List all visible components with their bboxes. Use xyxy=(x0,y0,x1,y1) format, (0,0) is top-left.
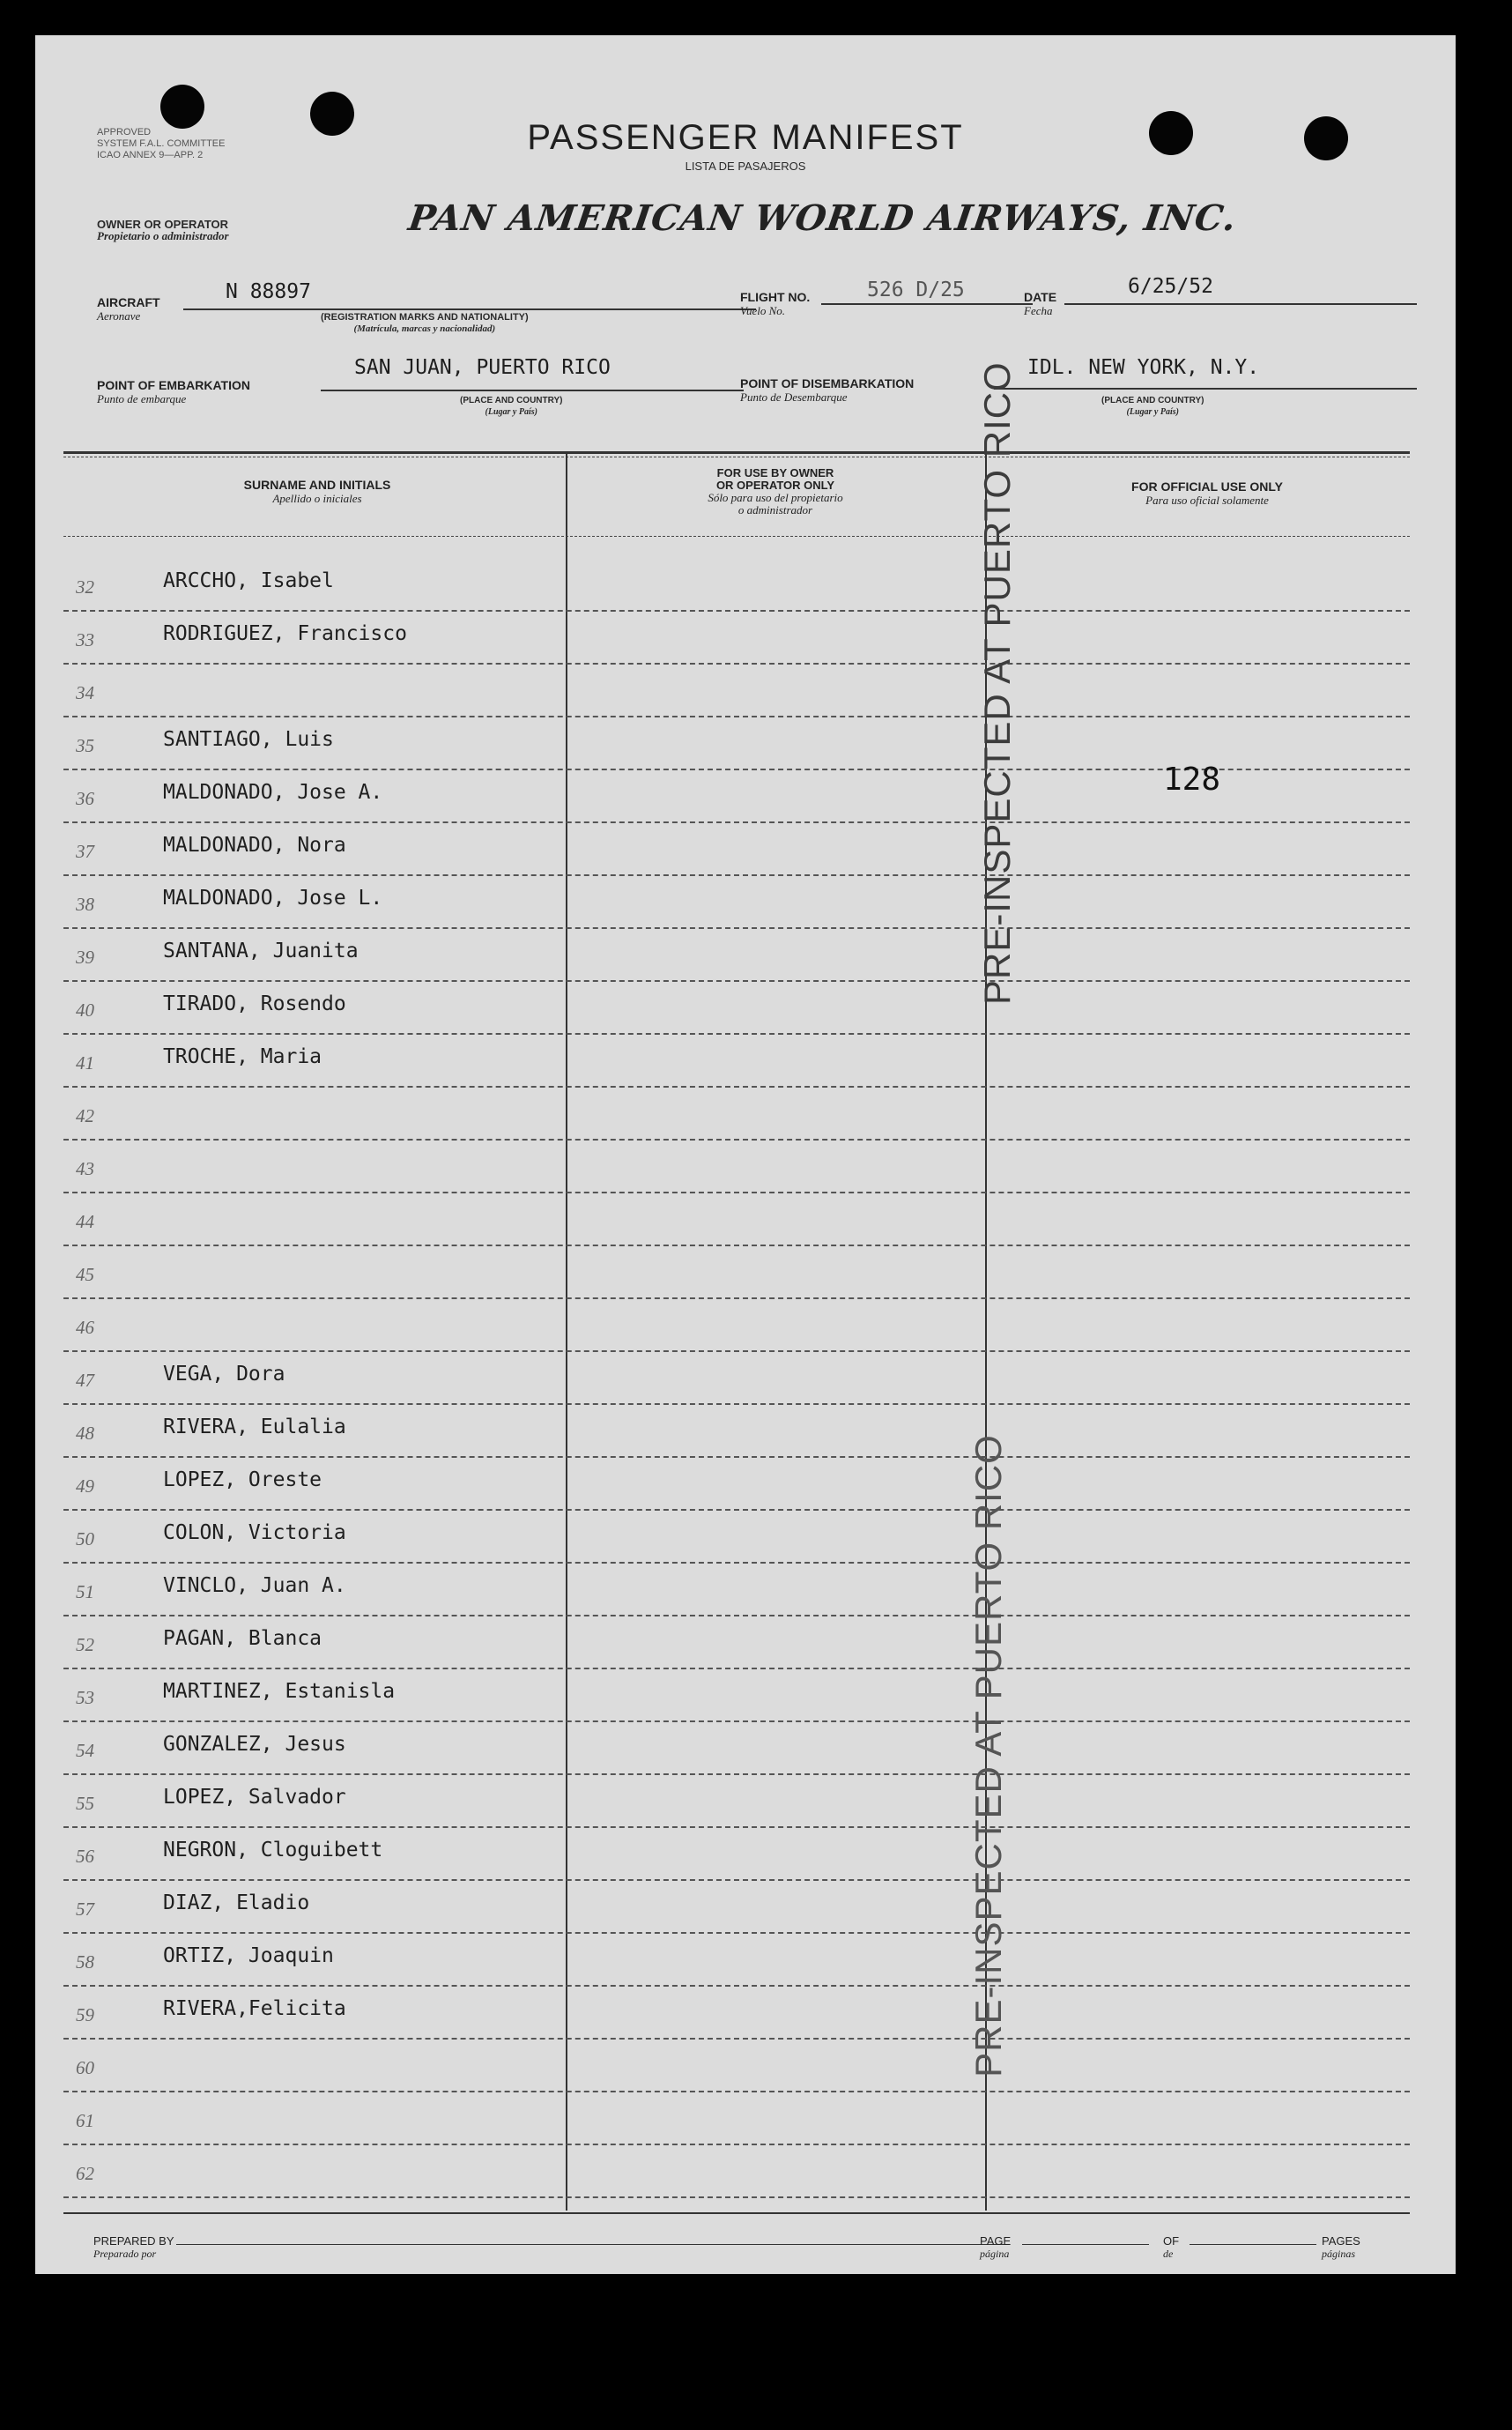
passenger-name: TIRADO, Rosendo xyxy=(163,992,346,1015)
row-number: 44 xyxy=(76,1211,94,1232)
date-label: DATE Fecha xyxy=(1024,290,1057,317)
flight-label: FLIGHT NO. Vuelo No. xyxy=(740,290,811,317)
row-rule xyxy=(63,1879,1410,1881)
row-number: 45 xyxy=(76,1264,94,1285)
row-rule xyxy=(63,1562,1410,1564)
passenger-name: RIVERA, Eulalia xyxy=(163,1416,346,1438)
row-number: 46 xyxy=(76,1317,94,1338)
of-underline xyxy=(1190,2244,1316,2245)
row-rule xyxy=(63,1245,1410,1246)
column-header-operator: FOR USE BY OWNER OR OPERATOR ONLY Sólo para uso del propietario o administrador xyxy=(708,466,843,516)
row-number: 61 xyxy=(76,2110,94,2131)
table-top-rule xyxy=(63,451,1410,454)
embark-label: POINT OF EMBARKATION Punto de embarque xyxy=(97,378,250,405)
of-label: OF de xyxy=(1163,2234,1180,2260)
row-number: 59 xyxy=(76,2004,94,2025)
passenger-name: ARCCHO, Isabel xyxy=(163,569,334,592)
row-number: 50 xyxy=(76,1528,94,1549)
disembark-value: IDL. NEW YORK, N.Y. xyxy=(1027,356,1260,379)
row-number: 32 xyxy=(76,576,94,598)
passenger-name: ORTIZ, Joaquin xyxy=(163,1944,334,1967)
flight-value: 526 D/25 xyxy=(867,279,965,301)
page-title: PASSENGER MANIFEST xyxy=(527,118,964,157)
passenger-name: SANTIAGO, Luis xyxy=(163,728,334,751)
row-rule xyxy=(63,1456,1410,1458)
row-number: 41 xyxy=(76,1052,94,1074)
row-number: 56 xyxy=(76,1846,94,1867)
date-underline xyxy=(1064,303,1417,305)
embark-note: (PLACE AND COUNTRY) (Lugar y País) xyxy=(460,396,563,417)
passenger-name: LOPEZ, Salvador xyxy=(163,1786,346,1809)
row-rule xyxy=(63,1350,1410,1352)
passenger-name: GONZALEZ, Jesus xyxy=(163,1733,346,1756)
row-rule xyxy=(63,1668,1410,1669)
row-rule xyxy=(63,821,1410,823)
row-number: 47 xyxy=(76,1370,94,1391)
row-rule xyxy=(63,716,1410,717)
row-number: 49 xyxy=(76,1475,94,1497)
row-number: 58 xyxy=(76,1951,94,1973)
passenger-name: SANTANA, Juanita xyxy=(163,940,359,962)
embark-value: SAN JUAN, PUERTO RICO xyxy=(354,356,611,379)
row-rule xyxy=(63,1033,1410,1035)
disembark-underline xyxy=(994,388,1417,390)
footer-rule xyxy=(63,2212,1410,2214)
preinspection-stamp-lower: PRE-INSPECTED AT PUERTO RICO xyxy=(967,1434,1009,2077)
row-number: 48 xyxy=(76,1423,94,1444)
row-number: 52 xyxy=(76,1634,94,1655)
row-rule xyxy=(63,610,1410,612)
passenger-name: DIAZ, Eladio xyxy=(163,1891,310,1914)
row-number: 53 xyxy=(76,1687,94,1708)
prepared-by-label: PREPARED BY Preparado por xyxy=(93,2234,174,2260)
flight-underline xyxy=(821,303,1033,305)
row-rule xyxy=(63,1932,1410,1934)
owner-label: OWNER OR OPERATOR Propietario o administrador xyxy=(97,218,229,242)
row-number: 36 xyxy=(76,788,94,809)
row-rule xyxy=(63,1139,1410,1141)
row-rule xyxy=(63,1086,1410,1088)
manifest-page xyxy=(35,35,1456,2274)
row-rule xyxy=(63,1509,1410,1511)
row-rule xyxy=(63,1773,1410,1775)
row-rule xyxy=(63,927,1410,929)
page-label: PAGE página xyxy=(980,2234,1012,2260)
row-number: 35 xyxy=(76,735,94,756)
approval-line: ICAO ANNEX 9—APP. 2 xyxy=(97,150,204,160)
row-number: 62 xyxy=(76,2163,94,2184)
row-rule xyxy=(63,1297,1410,1299)
approval-line: APPROVED xyxy=(97,127,152,137)
column-header-official: FOR OFFICIAL USE ONLY Para uso oficial solamente xyxy=(1131,479,1283,507)
row-rule xyxy=(63,2144,1410,2145)
row-rule xyxy=(63,1615,1410,1616)
row-number: 33 xyxy=(76,629,94,650)
passenger-name: COLON, Victoria xyxy=(163,1521,346,1544)
aircraft-label: AIRCRAFT Aeronave xyxy=(97,295,160,323)
disembark-label: POINT OF DISEMBARKATION Punto de Desembarque xyxy=(740,376,915,404)
approval-line: SYSTEM F.A.L. COMMITTEE xyxy=(97,138,226,149)
row-number: 42 xyxy=(76,1105,94,1126)
aircraft-note: (REGISTRATION MARKS AND NATIONALITY) (Matrícula, marcas y nacionalidad) xyxy=(321,312,529,334)
pages-label: PAGES páginas xyxy=(1322,2234,1360,2260)
row-rule xyxy=(63,1720,1410,1722)
row-rule xyxy=(63,874,1410,876)
passenger-name: TROCHE, Maria xyxy=(163,1045,322,1068)
row-number: 54 xyxy=(76,1740,94,1761)
aircraft-underline xyxy=(183,308,756,310)
row-number: 55 xyxy=(76,1793,94,1814)
row-rule xyxy=(63,2196,1410,2198)
header-bottom-rule xyxy=(63,536,1410,537)
passenger-name: NEGRON, Cloguibett xyxy=(163,1839,383,1862)
row-number: 57 xyxy=(76,1899,94,1920)
passenger-name: VINCLO, Juan A. xyxy=(163,1574,346,1597)
passenger-name: MALDONADO, Nora xyxy=(163,834,346,857)
passenger-name: RODRIGUEZ, Francisco xyxy=(163,622,407,645)
passenger-name: RIVERA,Felicita xyxy=(163,1997,346,2020)
passenger-name: LOPEZ, Oreste xyxy=(163,1468,322,1491)
disembark-note: (PLACE AND COUNTRY) (Lugar y País) xyxy=(1101,396,1204,417)
passenger-name: MALDONADO, Jose A. xyxy=(163,781,383,804)
row-rule xyxy=(63,1403,1410,1405)
row-number: 60 xyxy=(76,2057,94,2078)
row-number: 37 xyxy=(76,841,94,862)
aircraft-value: N 88897 xyxy=(226,280,311,303)
row-rule xyxy=(63,2091,1410,2092)
embark-underline xyxy=(321,390,744,391)
row-number: 40 xyxy=(76,999,94,1021)
passenger-name: MALDONADO, Jose L. xyxy=(163,887,383,910)
page-subtitle: LISTA DE PASAJEROS xyxy=(685,160,806,173)
airline-name: PAN AMERICAN WORLD AIRWAYS, INC. xyxy=(405,197,1240,239)
row-number: 51 xyxy=(76,1581,94,1602)
row-rule xyxy=(63,663,1410,665)
row-number: 34 xyxy=(76,682,94,703)
row-number: 43 xyxy=(76,1158,94,1179)
page-underline xyxy=(1022,2244,1149,2245)
row-rule xyxy=(63,1826,1410,1828)
row-number: 38 xyxy=(76,894,94,915)
passenger-name: MARTINEZ, Estanisla xyxy=(163,1680,396,1703)
row-rule xyxy=(63,980,1410,982)
row-rule xyxy=(63,1192,1410,1193)
column-header-surname: SURNAME AND INITIALS Apellido o iniciales xyxy=(243,478,391,505)
prepared-by-underline xyxy=(176,2244,1006,2245)
preinspection-stamp-upper: PRE-INSPECTED AT PUERTO RICO xyxy=(976,361,1018,1005)
passenger-name: PAGAN, Blanca xyxy=(163,1627,322,1650)
row-rule xyxy=(63,2038,1410,2040)
official-number: 128 xyxy=(1163,762,1221,798)
row-rule xyxy=(63,1985,1410,1987)
row-number: 39 xyxy=(76,947,94,968)
passenger-name: VEGA, Dora xyxy=(163,1363,285,1386)
date-value: 6/25/52 xyxy=(1128,275,1213,298)
